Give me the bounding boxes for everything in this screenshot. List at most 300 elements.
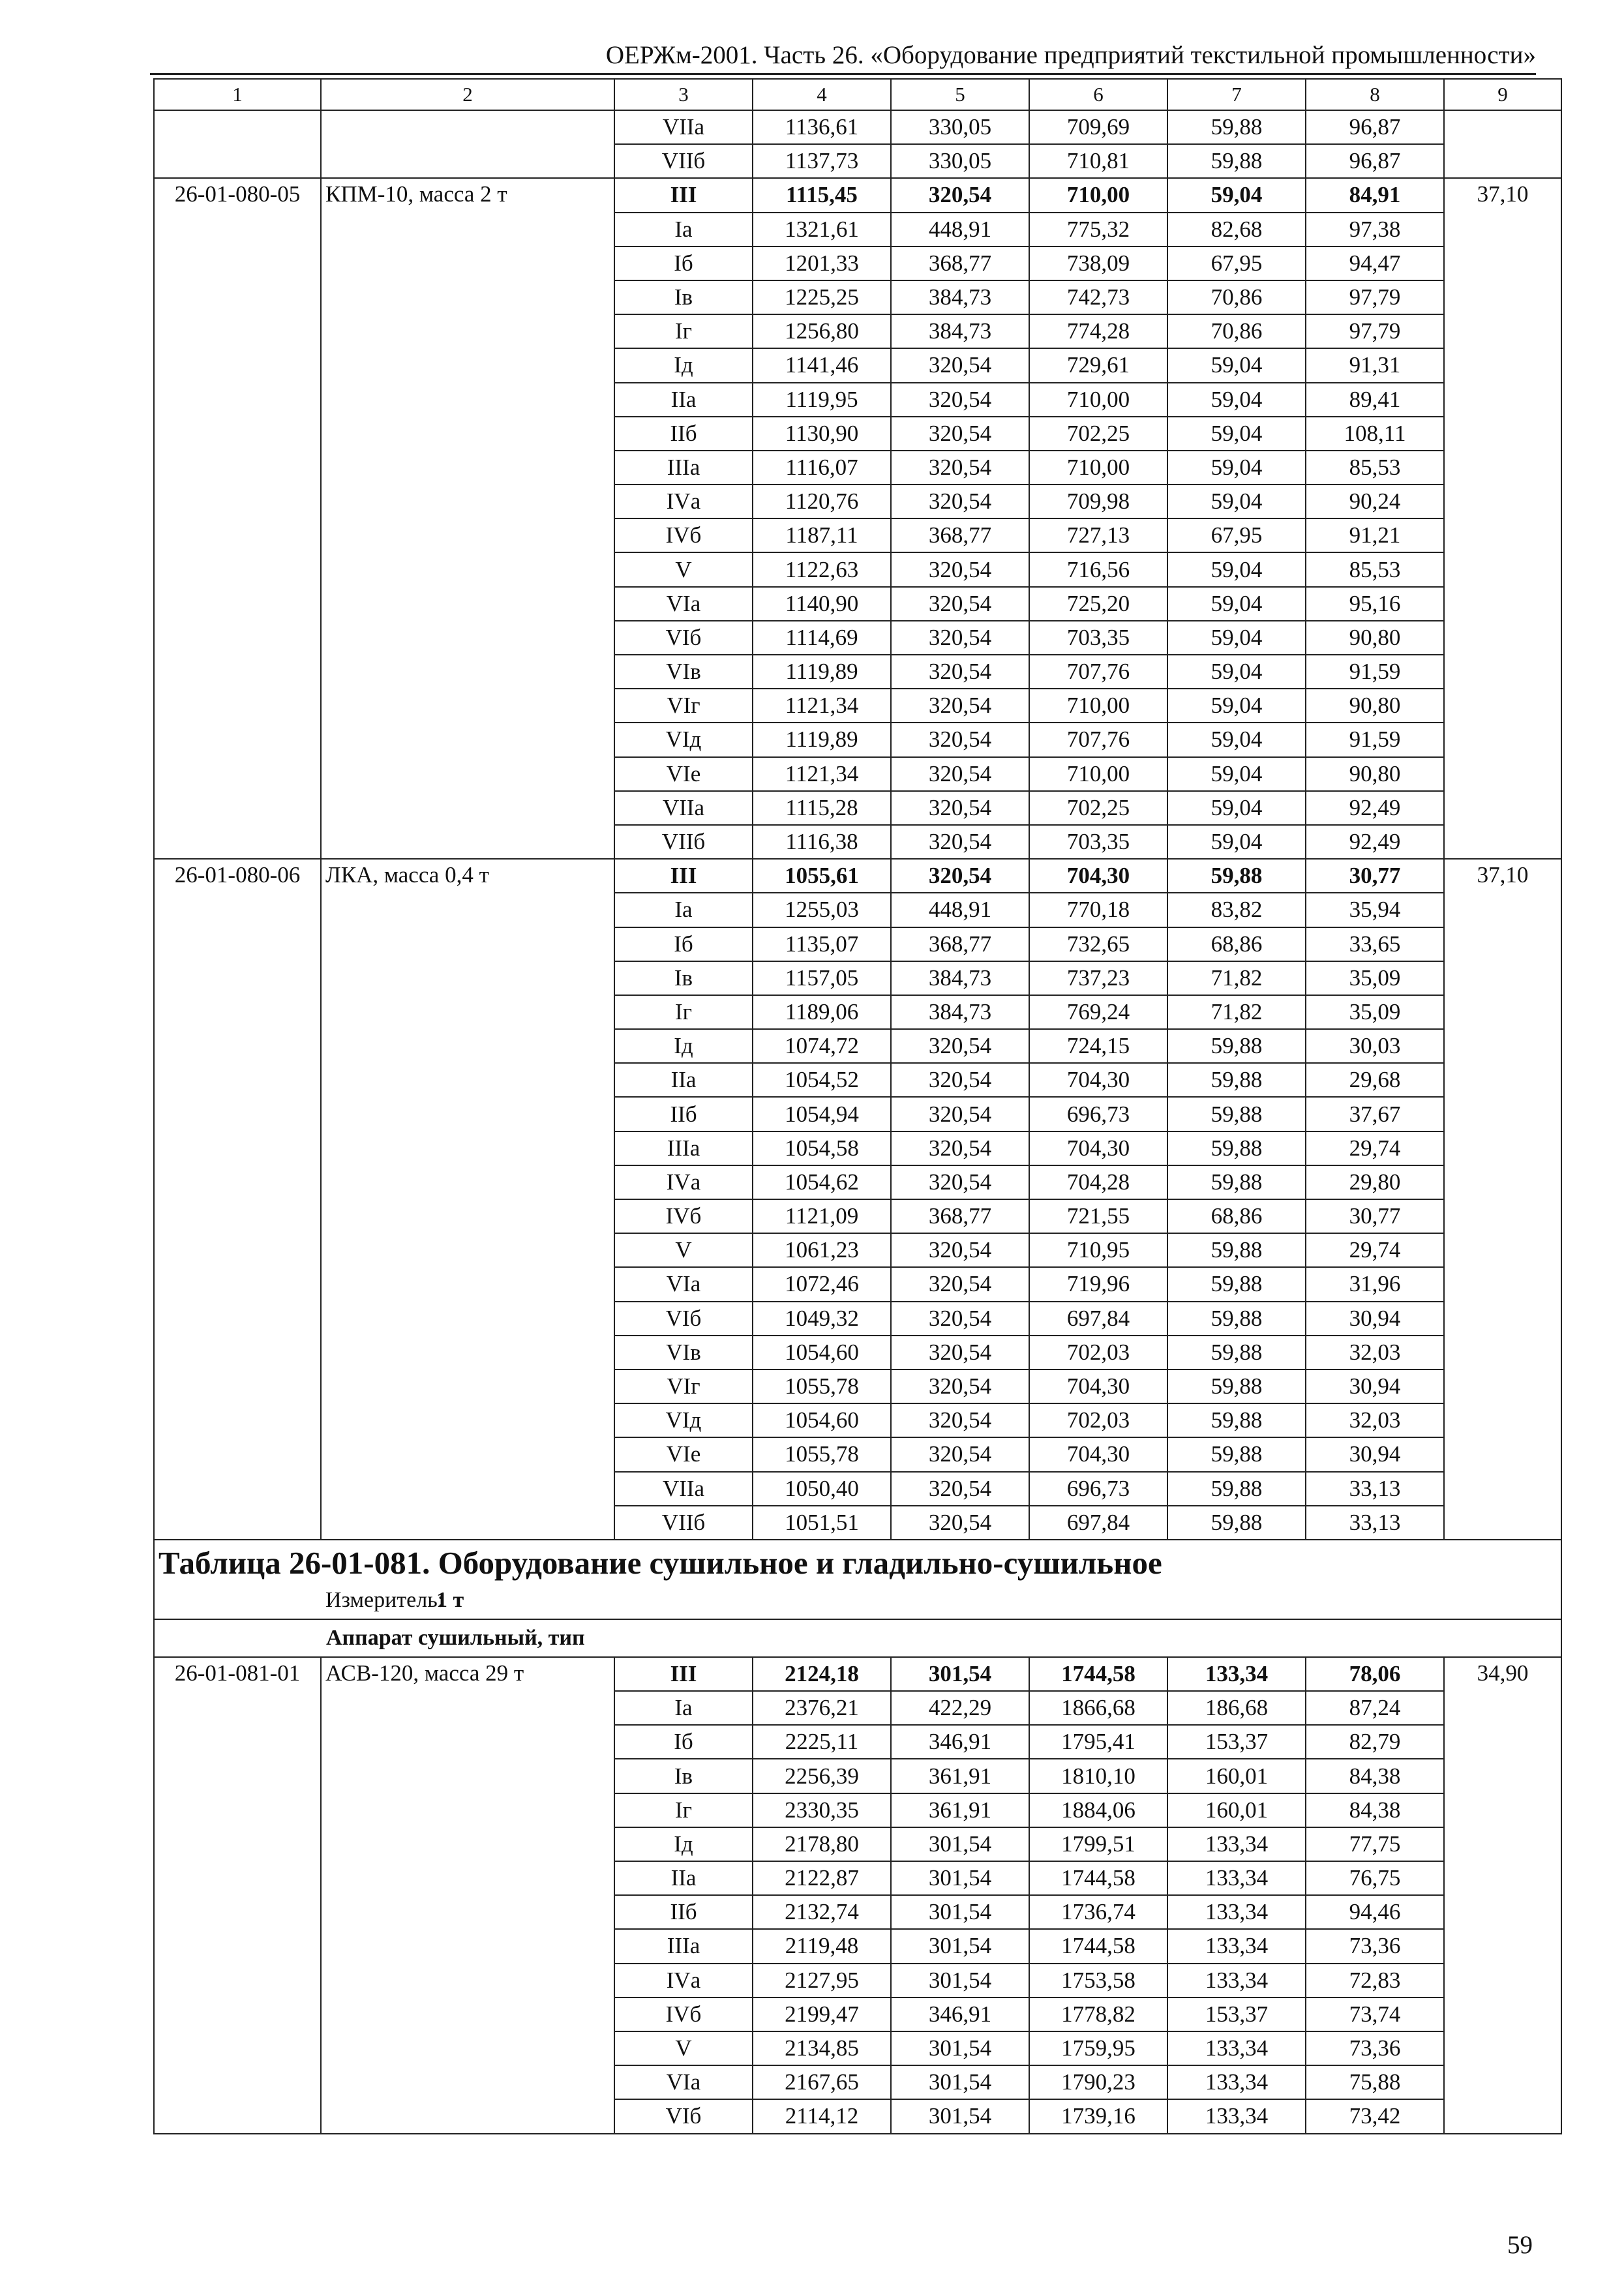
machinist-wages-cell: 59,04 — [1167, 655, 1306, 689]
machine-cost-cell: 697,84 — [1029, 1506, 1167, 1540]
machine-cost-cell: 696,73 — [1029, 1097, 1167, 1131]
total-cost-cell: 1051,51 — [753, 1506, 891, 1540]
mode-cell: Iб — [614, 247, 753, 280]
mode-cell: VIе — [614, 1437, 753, 1471]
materials-cell: 108,11 — [1306, 417, 1444, 451]
machinist-wages-cell: 133,34 — [1167, 2065, 1306, 2099]
machine-cost-cell: 710,00 — [1029, 757, 1167, 791]
machinist-wages-cell: 67,95 — [1167, 247, 1306, 280]
machinist-wages-cell: 59,88 — [1167, 1097, 1306, 1131]
machine-cost-cell: 704,30 — [1029, 1437, 1167, 1471]
total-cost-cell: 1061,23 — [753, 1233, 891, 1267]
total-cost-cell: 1050,40 — [753, 1472, 891, 1506]
wages-cell: 301,54 — [891, 2065, 1029, 2099]
materials-cell: 30,03 — [1306, 1029, 1444, 1063]
materials-cell: 92,49 — [1306, 825, 1444, 859]
mode-cell: IVб — [614, 1199, 753, 1233]
total-cost-cell: 2330,35 — [753, 1793, 891, 1827]
mode-cell: III — [614, 178, 753, 212]
total-cost-cell: 1054,52 — [753, 1063, 891, 1097]
materials-cell: 31,96 — [1306, 1267, 1444, 1301]
machinist-wages-cell: 133,34 — [1167, 2099, 1306, 2133]
total-cost-cell: 1140,90 — [753, 587, 891, 621]
total-cost-cell: 1055,61 — [753, 859, 891, 893]
measure-value: 1 т — [436, 1587, 464, 1612]
column-number: 9 — [1444, 79, 1561, 110]
mode-cell: VIе — [614, 757, 753, 791]
materials-cell: 30,77 — [1306, 859, 1444, 893]
mode-cell: VIIб — [614, 825, 753, 859]
total-cost-cell: 2178,80 — [753, 1827, 891, 1861]
wages-cell: 384,73 — [891, 280, 1029, 314]
total-cost-cell: 1119,89 — [753, 723, 891, 756]
labor-cell: 37,10 — [1444, 859, 1561, 1540]
mode-cell: Iг — [614, 1793, 753, 1827]
total-cost-cell: 1137,73 — [753, 144, 891, 178]
machinist-wages-cell: 82,68 — [1167, 213, 1306, 247]
materials-cell: 35,94 — [1306, 893, 1444, 927]
machine-cost-cell: 704,30 — [1029, 1063, 1167, 1097]
total-cost-cell: 1122,63 — [753, 552, 891, 586]
machine-cost-cell: 710,95 — [1029, 1233, 1167, 1267]
machinist-wages-cell: 59,04 — [1167, 757, 1306, 791]
table-row — [154, 1657, 1561, 1691]
machine-cost-cell: 703,35 — [1029, 621, 1167, 655]
mode-cell: IIа — [614, 1861, 753, 1895]
total-cost-cell: 1255,03 — [753, 893, 891, 927]
wages-cell: 320,54 — [891, 348, 1029, 382]
item-code: 26-01-080-05 — [154, 178, 321, 859]
total-cost-cell: 1121,34 — [753, 757, 891, 791]
machine-cost-cell: 710,00 — [1029, 689, 1167, 723]
wages-cell: 384,73 — [891, 961, 1029, 995]
measure-line — [325, 1588, 1561, 1613]
materials-cell: 85,53 — [1306, 552, 1444, 586]
header-rule — [150, 73, 1536, 75]
wages-cell: 384,73 — [891, 314, 1029, 348]
total-cost-cell: 1121,09 — [753, 1199, 891, 1233]
total-cost-cell: 1135,07 — [753, 927, 891, 961]
machine-cost-cell: 1778,82 — [1029, 1997, 1167, 2031]
labor-cell: 37,10 — [1444, 178, 1561, 859]
machine-cost-cell: 732,65 — [1029, 927, 1167, 961]
mode-cell: VIа — [614, 1267, 753, 1301]
item-code: 26-01-080-06 — [154, 859, 321, 1540]
mode-cell: IVа — [614, 485, 753, 518]
wages-cell: 448,91 — [891, 893, 1029, 927]
machinist-wages-cell: 59,04 — [1167, 178, 1306, 212]
machine-cost-cell: 1866,68 — [1029, 1691, 1167, 1725]
machinist-wages-cell: 59,04 — [1167, 723, 1306, 756]
wages-cell: 320,54 — [891, 178, 1029, 212]
machinist-wages-cell: 83,82 — [1167, 893, 1306, 927]
total-cost-cell: 1136,61 — [753, 110, 891, 144]
wages-cell: 330,05 — [891, 110, 1029, 144]
wages-cell: 320,54 — [891, 1403, 1029, 1437]
materials-cell: 29,68 — [1306, 1063, 1444, 1097]
machinist-wages-cell: 59,88 — [1167, 1336, 1306, 1369]
machinist-wages-cell: 59,88 — [1167, 1267, 1306, 1301]
machinist-wages-cell: 133,34 — [1167, 1657, 1306, 1691]
machine-cost-cell: 769,24 — [1029, 995, 1167, 1029]
mode-cell: VIв — [614, 655, 753, 689]
mode-cell: V — [614, 552, 753, 586]
mode-cell: Iв — [614, 961, 753, 995]
total-cost-cell: 1141,46 — [753, 348, 891, 382]
wages-cell: 368,77 — [891, 247, 1029, 280]
materials-cell: 73,74 — [1306, 1997, 1444, 2031]
table-row — [154, 178, 1561, 212]
total-cost-cell: 1115,45 — [753, 178, 891, 212]
name-cell — [321, 110, 614, 178]
wages-cell: 320,54 — [891, 1029, 1029, 1063]
materials-cell: 77,75 — [1306, 1827, 1444, 1861]
page-number: 59 — [1507, 2231, 1533, 2259]
machinist-wages-cell: 59,04 — [1167, 417, 1306, 451]
total-cost-cell: 1055,78 — [753, 1369, 891, 1403]
total-cost-cell: 1189,06 — [753, 995, 891, 1029]
materials-cell: 32,03 — [1306, 1403, 1444, 1437]
machine-cost-cell: 1884,06 — [1029, 1793, 1167, 1827]
machinist-wages-cell: 59,04 — [1167, 552, 1306, 586]
wages-cell: 320,54 — [891, 383, 1029, 417]
wages-cell: 320,54 — [891, 1165, 1029, 1199]
mode-cell: IIIа — [614, 451, 753, 485]
wages-cell: 320,54 — [891, 757, 1029, 791]
wages-cell: 368,77 — [891, 1199, 1029, 1233]
machine-cost-cell: 1790,23 — [1029, 2065, 1167, 2099]
wages-cell: 320,54 — [891, 1233, 1029, 1267]
column-number: 7 — [1167, 79, 1306, 110]
machine-cost-cell: 729,61 — [1029, 348, 1167, 382]
materials-cell: 87,24 — [1306, 1691, 1444, 1725]
wages-cell: 320,54 — [891, 621, 1029, 655]
materials-cell: 84,91 — [1306, 178, 1444, 212]
wages-cell: 346,91 — [891, 1725, 1029, 1759]
running-header: ОЕРЖм-2001. Часть 26. «Оборудование предприятий текстильной промышленности» — [605, 41, 1536, 69]
total-cost-cell: 2376,21 — [753, 1691, 891, 1725]
mode-cell: VIб — [614, 1302, 753, 1336]
total-cost-cell: 2225,11 — [753, 1725, 891, 1759]
item-name: ЛКА, масса 0,4 т — [321, 859, 614, 1540]
mode-cell: Iв — [614, 280, 753, 314]
machinist-wages-cell: 133,34 — [1167, 1827, 1306, 1861]
mode-cell: IIIа — [614, 1929, 753, 1963]
total-cost-cell: 2199,47 — [753, 1997, 891, 2031]
machinist-wages-cell: 59,88 — [1167, 110, 1306, 144]
mode-cell: IIа — [614, 383, 753, 417]
materials-cell: 97,79 — [1306, 314, 1444, 348]
subheading: Аппарат сушильный, тип — [154, 1619, 1561, 1657]
mode-cell: VIб — [614, 2099, 753, 2133]
total-cost-cell: 1121,34 — [753, 689, 891, 723]
table-row — [154, 110, 1561, 144]
wages-cell: 320,54 — [891, 1336, 1029, 1369]
machinist-wages-cell: 153,37 — [1167, 1725, 1306, 1759]
machine-cost-cell: 727,13 — [1029, 518, 1167, 552]
wages-cell: 330,05 — [891, 144, 1029, 178]
machinist-wages-cell: 133,34 — [1167, 2031, 1306, 2065]
materials-cell: 90,80 — [1306, 621, 1444, 655]
total-cost-cell: 1054,60 — [753, 1336, 891, 1369]
materials-cell: 30,94 — [1306, 1437, 1444, 1471]
wages-cell: 320,54 — [891, 587, 1029, 621]
materials-cell: 76,75 — [1306, 1861, 1444, 1895]
wages-cell: 320,54 — [891, 1131, 1029, 1165]
machinist-wages-cell: 59,88 — [1167, 1403, 1306, 1437]
materials-cell: 84,38 — [1306, 1793, 1444, 1827]
machinist-wages-cell: 153,37 — [1167, 1997, 1306, 2031]
labor-cell — [1444, 110, 1561, 178]
total-cost-cell: 1054,60 — [753, 1403, 891, 1437]
wages-cell: 320,54 — [891, 1506, 1029, 1540]
total-cost-cell: 2256,39 — [753, 1759, 891, 1793]
machinist-wages-cell: 160,01 — [1167, 1793, 1306, 1827]
materials-cell: 90,24 — [1306, 485, 1444, 518]
labor-cell: 34,90 — [1444, 1657, 1561, 2134]
materials-cell: 73,36 — [1306, 1929, 1444, 1963]
machinist-wages-cell: 59,88 — [1167, 1029, 1306, 1063]
wages-cell: 320,54 — [891, 1302, 1029, 1336]
machinist-wages-cell: 59,04 — [1167, 825, 1306, 859]
materials-cell: 97,38 — [1306, 213, 1444, 247]
wages-cell: 301,54 — [891, 2099, 1029, 2133]
total-cost-cell: 1074,72 — [753, 1029, 891, 1063]
machine-cost-cell: 1744,58 — [1029, 1861, 1167, 1895]
materials-cell: 73,42 — [1306, 2099, 1444, 2133]
machinist-wages-cell: 133,34 — [1167, 1929, 1306, 1963]
mode-cell: Iб — [614, 927, 753, 961]
machinist-wages-cell: 59,04 — [1167, 587, 1306, 621]
machine-cost-cell: 703,35 — [1029, 825, 1167, 859]
machine-cost-cell: 716,56 — [1029, 552, 1167, 586]
total-cost-cell: 1049,32 — [753, 1302, 891, 1336]
mode-cell: V — [614, 2031, 753, 2065]
total-cost-cell: 2127,95 — [753, 1964, 891, 1997]
mode-cell: VIIа — [614, 1472, 753, 1506]
mode-cell: III — [614, 859, 753, 893]
materials-cell: 95,16 — [1306, 587, 1444, 621]
wages-cell: 320,54 — [891, 1437, 1029, 1471]
total-cost-cell: 2132,74 — [753, 1895, 891, 1929]
materials-cell: 96,87 — [1306, 110, 1444, 144]
total-cost-cell: 1054,62 — [753, 1165, 891, 1199]
mode-cell: III — [614, 1657, 753, 1691]
machinist-wages-cell: 59,88 — [1167, 1063, 1306, 1097]
materials-cell: 33,13 — [1306, 1506, 1444, 1540]
total-cost-cell: 2122,87 — [753, 1861, 891, 1895]
wages-cell: 361,91 — [891, 1793, 1029, 1827]
mode-cell: VIIа — [614, 110, 753, 144]
column-number-row — [154, 79, 1561, 110]
machine-cost-cell: 704,30 — [1029, 1369, 1167, 1403]
wages-cell: 346,91 — [891, 1997, 1029, 2031]
machine-cost-cell: 702,25 — [1029, 417, 1167, 451]
materials-cell: 91,59 — [1306, 655, 1444, 689]
wages-cell: 320,54 — [891, 791, 1029, 825]
wages-cell: 361,91 — [891, 1759, 1029, 1793]
wages-cell: 301,54 — [891, 1657, 1029, 1691]
machinist-wages-cell: 68,86 — [1167, 1199, 1306, 1233]
materials-cell: 35,09 — [1306, 995, 1444, 1029]
mode-cell: IIб — [614, 1097, 753, 1131]
column-number: 2 — [321, 79, 614, 110]
mode-cell: VIа — [614, 2065, 753, 2099]
mode-cell: Iб — [614, 1725, 753, 1759]
machinist-wages-cell: 59,88 — [1167, 1506, 1306, 1540]
column-number: 1 — [154, 79, 321, 110]
mode-cell: Iа — [614, 213, 753, 247]
wages-cell: 320,54 — [891, 825, 1029, 859]
mode-cell: IVб — [614, 1997, 753, 2031]
wages-cell: 320,54 — [891, 1063, 1029, 1097]
machine-cost-cell: 707,76 — [1029, 723, 1167, 756]
machine-cost-cell: 725,20 — [1029, 587, 1167, 621]
wages-cell: 448,91 — [891, 213, 1029, 247]
mode-cell: VIб — [614, 621, 753, 655]
total-cost-cell: 1157,05 — [753, 961, 891, 995]
mode-cell: VIIб — [614, 144, 753, 178]
wages-cell: 422,29 — [891, 1691, 1029, 1725]
wages-cell: 368,77 — [891, 518, 1029, 552]
machinist-wages-cell: 59,88 — [1167, 1233, 1306, 1267]
total-cost-cell: 1114,69 — [753, 621, 891, 655]
column-number: 4 — [753, 79, 891, 110]
materials-cell: 91,31 — [1306, 348, 1444, 382]
machinist-wages-cell: 71,82 — [1167, 995, 1306, 1029]
subheading-row — [154, 1619, 1561, 1657]
machinist-wages-cell: 133,34 — [1167, 1895, 1306, 1929]
wages-cell: 368,77 — [891, 927, 1029, 961]
total-cost-cell: 1072,46 — [753, 1267, 891, 1301]
wages-cell: 301,54 — [891, 1895, 1029, 1929]
total-cost-cell: 1201,33 — [753, 247, 891, 280]
materials-cell: 33,65 — [1306, 927, 1444, 961]
mode-cell: Iд — [614, 348, 753, 382]
machine-cost-cell: 738,09 — [1029, 247, 1167, 280]
materials-cell: 37,67 — [1306, 1097, 1444, 1131]
mode-cell: IVа — [614, 1964, 753, 1997]
machine-cost-cell: 709,69 — [1029, 110, 1167, 144]
machinist-wages-cell: 59,88 — [1167, 144, 1306, 178]
machine-cost-cell: 737,23 — [1029, 961, 1167, 995]
wages-cell: 320,54 — [891, 1267, 1029, 1301]
machinist-wages-cell: 59,04 — [1167, 485, 1306, 518]
table-title-cell — [154, 1540, 1561, 1619]
mode-cell: Iа — [614, 1691, 753, 1725]
materials-cell: 30,77 — [1306, 1199, 1444, 1233]
table-title-row — [154, 1540, 1561, 1619]
total-cost-cell: 1120,76 — [753, 485, 891, 518]
mode-cell: VIд — [614, 723, 753, 756]
total-cost-cell: 1321,61 — [753, 213, 891, 247]
column-number: 8 — [1306, 79, 1444, 110]
wages-cell: 320,54 — [891, 1369, 1029, 1403]
machinist-wages-cell: 59,04 — [1167, 383, 1306, 417]
materials-cell: 91,21 — [1306, 518, 1444, 552]
machine-cost-cell: 710,00 — [1029, 451, 1167, 485]
machinist-wages-cell: 59,04 — [1167, 689, 1306, 723]
machinist-wages-cell: 59,88 — [1167, 1165, 1306, 1199]
mode-cell: IVб — [614, 518, 753, 552]
machine-cost-cell: 721,55 — [1029, 1199, 1167, 1233]
mode-cell: Iв — [614, 1759, 753, 1793]
machine-cost-cell: 1744,58 — [1029, 1929, 1167, 1963]
materials-cell: 82,79 — [1306, 1725, 1444, 1759]
wages-cell: 320,54 — [891, 723, 1029, 756]
item-name: АСВ-120, масса 29 т — [321, 1657, 614, 2134]
materials-cell: 97,79 — [1306, 280, 1444, 314]
machine-cost-cell: 1744,58 — [1029, 1657, 1167, 1691]
materials-cell: 90,80 — [1306, 689, 1444, 723]
machine-cost-cell: 709,98 — [1029, 485, 1167, 518]
machine-cost-cell: 774,28 — [1029, 314, 1167, 348]
total-cost-cell: 1054,58 — [753, 1131, 891, 1165]
mode-cell: VIг — [614, 1369, 753, 1403]
mode-cell: IIIа — [614, 1131, 753, 1165]
machine-cost-cell: 704,30 — [1029, 1131, 1167, 1165]
materials-cell: 30,94 — [1306, 1369, 1444, 1403]
machine-cost-cell: 1795,41 — [1029, 1725, 1167, 1759]
wages-cell: 320,54 — [891, 485, 1029, 518]
machinist-wages-cell: 59,04 — [1167, 621, 1306, 655]
wages-cell: 301,54 — [891, 1929, 1029, 1963]
materials-cell: 29,74 — [1306, 1131, 1444, 1165]
total-cost-cell: 1187,11 — [753, 518, 891, 552]
machine-cost-cell: 719,96 — [1029, 1267, 1167, 1301]
mode-cell: VIIб — [614, 1506, 753, 1540]
total-cost-cell: 1054,94 — [753, 1097, 891, 1131]
machine-cost-cell: 742,73 — [1029, 280, 1167, 314]
wages-cell: 301,54 — [891, 1861, 1029, 1895]
machine-cost-cell: 702,25 — [1029, 791, 1167, 825]
machine-cost-cell: 1759,95 — [1029, 2031, 1167, 2065]
mode-cell: Iг — [614, 314, 753, 348]
column-number: 3 — [614, 79, 753, 110]
materials-cell: 75,88 — [1306, 2065, 1444, 2099]
mode-cell: VIIа — [614, 791, 753, 825]
total-cost-cell: 1055,78 — [753, 1437, 891, 1471]
table-title: Таблица 26-01-081. Оборудование сушильное и гладильно-сушильное — [158, 1544, 1162, 1581]
measure-label: Измеритель: — [325, 1587, 444, 1612]
machine-cost-cell: 697,84 — [1029, 1302, 1167, 1336]
machinist-wages-cell: 70,86 — [1167, 280, 1306, 314]
item-name: КПМ-10, масса 2 т — [321, 178, 614, 859]
total-cost-cell: 1119,89 — [753, 655, 891, 689]
total-cost-cell: 2114,12 — [753, 2099, 891, 2133]
wages-cell: 320,54 — [891, 655, 1029, 689]
wages-cell: 384,73 — [891, 995, 1029, 1029]
machinist-wages-cell: 59,88 — [1167, 1131, 1306, 1165]
total-cost-cell: 2124,18 — [753, 1657, 891, 1691]
materials-cell: 29,74 — [1306, 1233, 1444, 1267]
wages-cell: 320,54 — [891, 417, 1029, 451]
total-cost-cell: 2134,85 — [753, 2031, 891, 2065]
machine-cost-cell: 707,76 — [1029, 655, 1167, 689]
materials-cell: 89,41 — [1306, 383, 1444, 417]
mode-cell: Iг — [614, 995, 753, 1029]
machine-cost-cell: 1736,74 — [1029, 1895, 1167, 1929]
machinist-wages-cell: 68,86 — [1167, 927, 1306, 961]
wages-cell: 320,54 — [891, 552, 1029, 586]
machine-cost-cell: 704,30 — [1029, 859, 1167, 893]
mode-cell: Iд — [614, 1029, 753, 1063]
machinist-wages-cell: 59,88 — [1167, 859, 1306, 893]
machinist-wages-cell: 59,88 — [1167, 1369, 1306, 1403]
resource-table — [153, 78, 1562, 2134]
machinist-wages-cell: 59,04 — [1167, 791, 1306, 825]
mode-cell: VIд — [614, 1403, 753, 1437]
